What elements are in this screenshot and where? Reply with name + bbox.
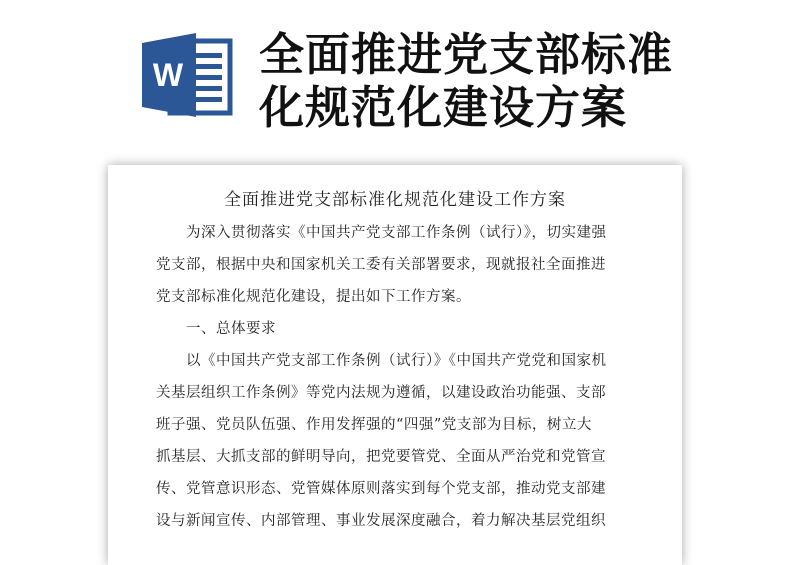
body-line: 党支部，根据中央和国家机关工委有关部署要求，现就报社全面推进 [156,257,606,273]
banner-title [259,28,779,134]
word-icon-letter: W [152,57,184,93]
section-heading: 一、总体要求 [186,321,276,337]
body-line: 为深入贯彻落实《中国共产党支部工作条例（试行）》，切实建强 [186,225,607,241]
body-line: 以《中国共产党支部工作条例（试行）》《中国共产党党和国家机 [186,353,607,369]
body-line: 关基层组织工作条例》等党内法规为遵循，以建设政治功能强、支部 [156,385,606,401]
document-body [156,217,644,537]
banner-title-line2: 化规范化建设方案 [259,81,628,134]
word-document-icon [142,33,236,117]
document-title: 全面推进党支部标准化规范化建设工作方案 [224,190,566,210]
body-line: 班子强、党员队伍强、作用发挥强的“四强”党支部为目标，树立大 [156,417,592,433]
body-line: 设与新闻宣传、内部管理、事业发展深度融合，着力解决基层党组织 [156,513,606,529]
document-page [108,165,682,565]
body-line: 党支部标准化规范化建设，提出如下工作方案。 [156,289,471,305]
body-line: 传、党管意识形态、党管媒体原则落实到每个党支部，推动党支部建 [156,481,606,497]
body-line: 抓基层、大抓支部的鲜明导向，把党要管党、全面从严治党和党管宣 [156,449,606,465]
banner-title-line1: 全面推进党支部标准 [259,28,674,81]
banner [0,0,800,150]
